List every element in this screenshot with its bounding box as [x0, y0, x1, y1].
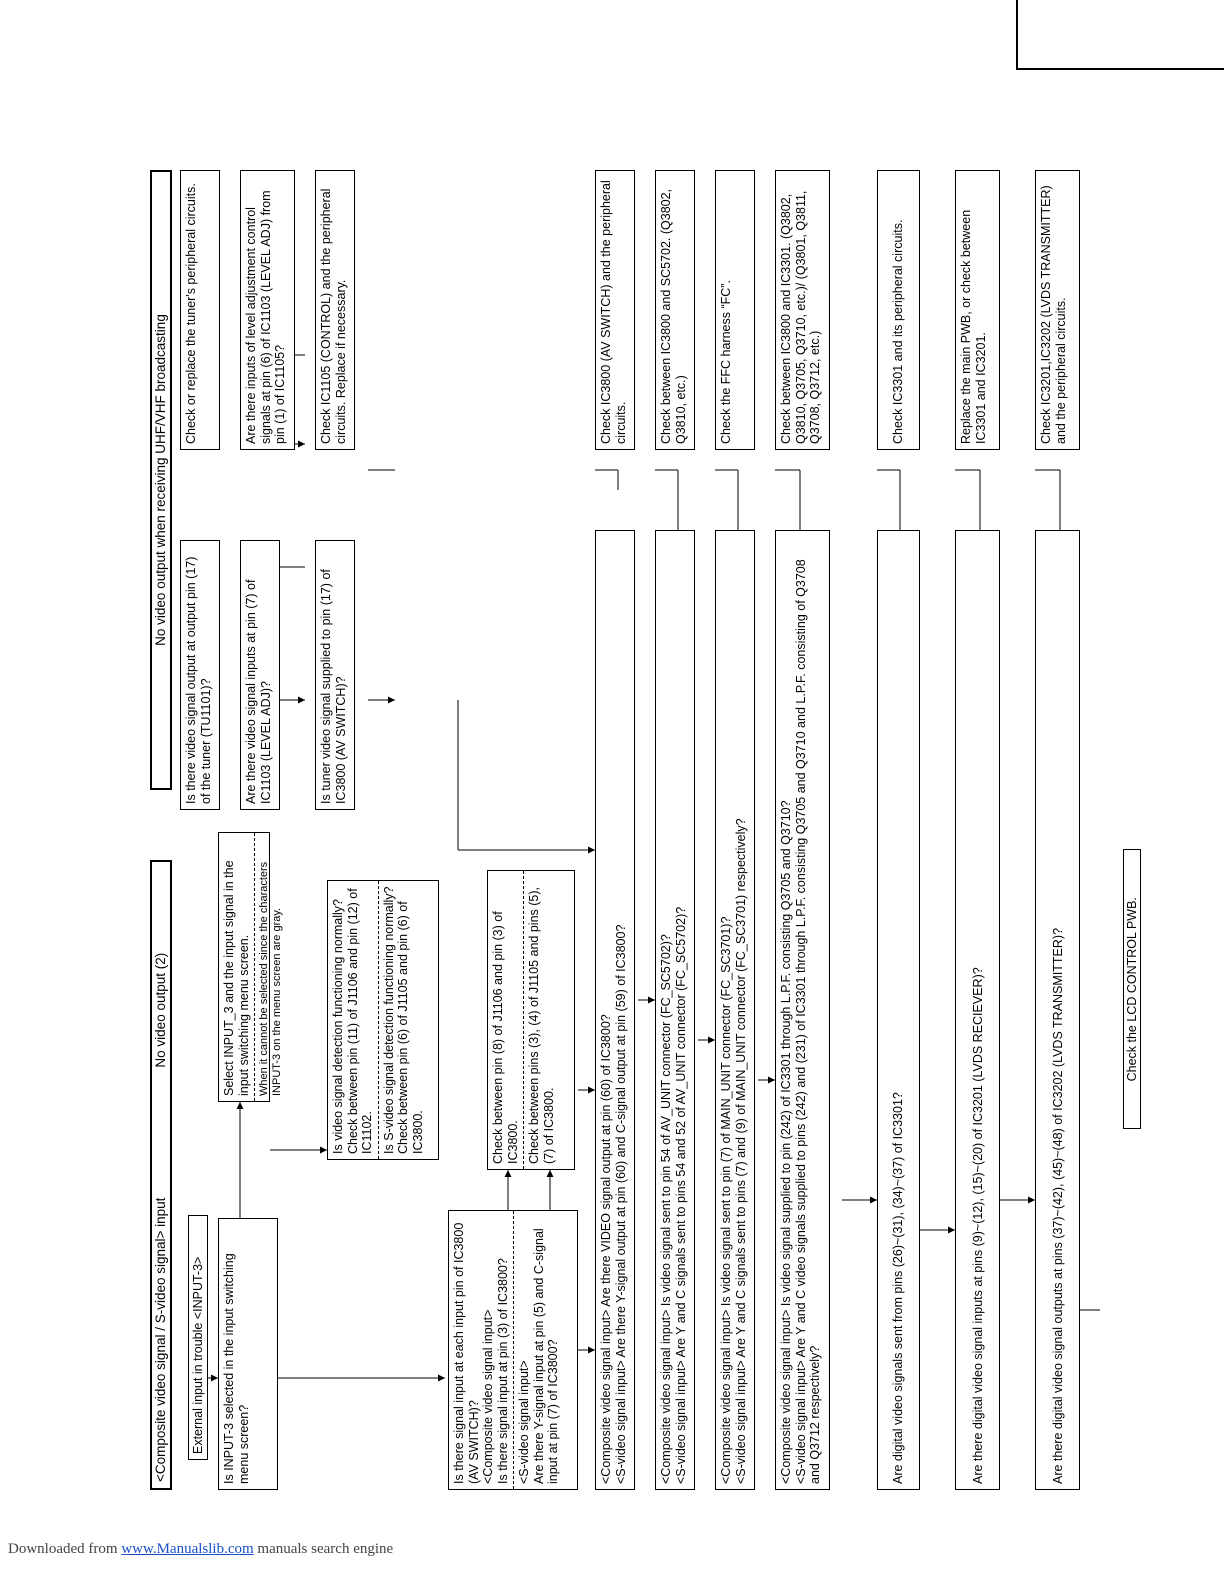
header-right-title: No video output when receiving UHF/VHF broadcasting — [152, 314, 168, 646]
box-check-tuner — [180, 170, 220, 450]
box-digital-in — [955, 530, 1000, 1490]
check-ic3301-text: Check IC3301 and its peripheral circuits. — [891, 219, 905, 444]
box-check-ic3800-ic3301 — [775, 170, 830, 450]
box-input3-selected — [218, 1218, 278, 1490]
box-av-unit — [655, 530, 695, 1490]
box-ic3301-supply — [775, 530, 830, 1490]
main-unit-a: <Composite video signal input> Is video signal sent to pin (7) of MAIN_UNIT connector (FC_SC3701)? — [719, 916, 733, 1484]
ic3800-out-b: <S-video signal input> Are there Y-signal output at pin (60) and C-signal output at pin (59) of IC3800? — [613, 924, 628, 1484]
box-signal-detection — [327, 880, 439, 1160]
digital-in-text: Are there digital video signal inputs at pins (9)~(12), (15)~(20) of IC3201 (LVDS RECIEVER)? — [971, 967, 985, 1484]
check-ic1105-text: Check IC1105 (CONTROL) and the peripheral circuits. Replace if necessary. — [319, 188, 348, 444]
detect-a-text: Is video signal detection functioning normally? Check between pin (11) of J1106 and pin (12) of IC1102. — [331, 888, 374, 1154]
input3-selected-text: Is INPUT-3 selected in the input switching menu screen? — [222, 1253, 251, 1484]
signal-input-comp-label: <Composite video signal input> — [481, 1309, 495, 1484]
tuner-output-text: Is there video signal output at output pin (17) of the tuner (TU1101)? — [184, 556, 213, 804]
corner-frame — [1016, 0, 1224, 70]
header-left-b: No video output (2) — [152, 952, 168, 1068]
level-adj-text: Are there inputs of level adjustment control signals at pin (6) of IC1103 (LEVEL ADJ) from pin (1) of IC1105? — [244, 190, 287, 444]
ic1103-inputs-text: Are there video signal inputs at pin (7) of IC1103 (LEVEL ADJ)? — [244, 579, 273, 804]
box-check-sc5702 — [655, 170, 695, 450]
box-check-j1106-j1105 — [487, 870, 575, 1170]
check-ic3800-text: Check IC3800 (AV SWITCH) and the peripheral circuits. — [599, 180, 628, 444]
box-external-input — [188, 1215, 208, 1460]
select-input3-text: Select INPUT_3 and the input signal in the input switching menu screen. — [222, 860, 251, 1096]
box-replace-pwb — [955, 170, 1000, 450]
select-input3-note: When it cannot be selected since the characters INPUT-3 on the menu screen are gray. — [258, 861, 283, 1096]
box-digital-sent — [877, 530, 920, 1490]
box-level-adj — [240, 170, 295, 450]
tuner-supplied-text: Is tuner video signal supplied to pin (17) of IC3800 (AV SWITCH)? — [319, 569, 348, 804]
signal-input-comp-q: Is there signal input at pin (3) of IC3800? — [495, 1258, 510, 1484]
digital-out-text: Are there digital video signal outputs at pins (37)~(42), (45)~(48) of IC3202 (LVDS TRANSMITTER)? — [1051, 927, 1065, 1484]
check-sc5702-text: Check between IC3800 and SC5702. (Q3802, Q3810, etc.) — [659, 188, 688, 444]
box-check-ic3800 — [595, 170, 635, 450]
box-ic3800-output — [595, 530, 635, 1490]
check-j1106-text: Check between pin (8) of J1106 and pin (3) of IC3800. — [491, 911, 520, 1164]
av-unit-b: <S-video signal input> Are Y and C signals sent to pins 54 and 52 of AV_UNIT connector (FC_SC5702)? — [673, 906, 688, 1484]
box-tuner-output — [180, 540, 220, 810]
header-left-a: <Composite video signal / S-video signal> input — [152, 1197, 168, 1482]
detect-b-text: Is S-video signal detection functioning normally? Check between pin (6) of J1105 and pin (6) of IC3800. — [381, 886, 425, 1154]
ic3800-out-a: <Composite video signal input> Are there VIDEO signal output at pin (60) of IC3800? — [599, 1014, 613, 1484]
footer-suffix: manuals search engine — [253, 1541, 394, 1557]
box-select-input3 — [218, 832, 283, 1102]
lcd-control-text: Check the LCD CONTROL PWB. — [1124, 896, 1139, 1082]
check-ic3800-ic3301-text: Check between IC3800 and IC3301. (Q3802, Q3810, Q3705, Q3710, etc.)/ (Q3801, Q3811, Q3708, Q3712, etc.) — [779, 190, 822, 444]
box-tuner-supplied — [315, 540, 355, 810]
manualslib-link[interactable]: www.Manualslib.com — [121, 1541, 254, 1557]
signal-input-s-q: Are there Y-signal input at pin (5) and C-signal input at pin (7) of IC3800? — [531, 1228, 560, 1484]
check-ffc-text: Check the FFC harness “FC”. — [719, 280, 733, 444]
ic3301-a: <Composite video signal input> Is video signal supplied to pin (242) of IC3301 through L.P.F. consisting Q3705 and Q3710? — [779, 800, 793, 1484]
box-check-ic3301 — [877, 170, 920, 450]
box-check-ic3201 — [1035, 170, 1080, 450]
check-ic3201-text: Check IC3201,IC3202 (LVDS TRANSMITTER) and the peripheral circuits. — [1039, 185, 1068, 444]
ic3301-b: <S-video signal input> Are Y and C video signals supplied to pins (242) and (231) of IC3301 through L.P.F. consisting Q3705 and Q3710 and L.P.F. consisting of Q3708 and Q3712 respectively? — [793, 559, 822, 1484]
header-left — [150, 860, 172, 1490]
replace-pwb-text: Replace the main PWB, or check between IC3301 and IC3201. — [959, 209, 988, 444]
footer-prefix: Downloaded from — [8, 1541, 122, 1557]
main-unit-b: <S-video signal input> Are Y and C signals sent to pins (7) and (9) of MAIN_UNIT connector (FC_SC3701) respectively? — [733, 818, 748, 1484]
header-right — [150, 170, 172, 790]
check-j1105-text: Check between pins (3), (4) of J1105 and pins (5), (7) of IC3800. — [527, 887, 556, 1164]
box-check-ffc — [715, 170, 755, 450]
external-input-text: External input in trouble <INPUT-3> — [191, 1256, 205, 1454]
box-signal-input-ic3800 — [448, 1210, 578, 1490]
box-digital-out — [1035, 530, 1080, 1490]
signal-input-q: Is there signal input at each input pin of IC3800 (AV SWITCH)? — [452, 1222, 481, 1484]
box-ic1103-inputs — [240, 540, 280, 810]
box-lcd-control — [1123, 849, 1141, 1129]
signal-input-s-label: <S-video signal input> — [517, 1360, 531, 1484]
footer — [8, 1541, 393, 1558]
box-main-unit — [715, 530, 755, 1490]
flowchart — [150, 170, 1100, 1490]
box-check-ic1105 — [315, 170, 355, 450]
digital-sent-text: Are digital video signals sent from pins (26)~(31), (34)~(37) of IC3301? — [891, 1092, 905, 1484]
av-unit-a: <Composite video signal input> Is video signal sent to pin 54 of AV_UNIT connector (FC_SC5702)? — [659, 934, 673, 1484]
check-tuner-text: Check or replace the tuner's peripheral circuits. — [184, 183, 198, 444]
